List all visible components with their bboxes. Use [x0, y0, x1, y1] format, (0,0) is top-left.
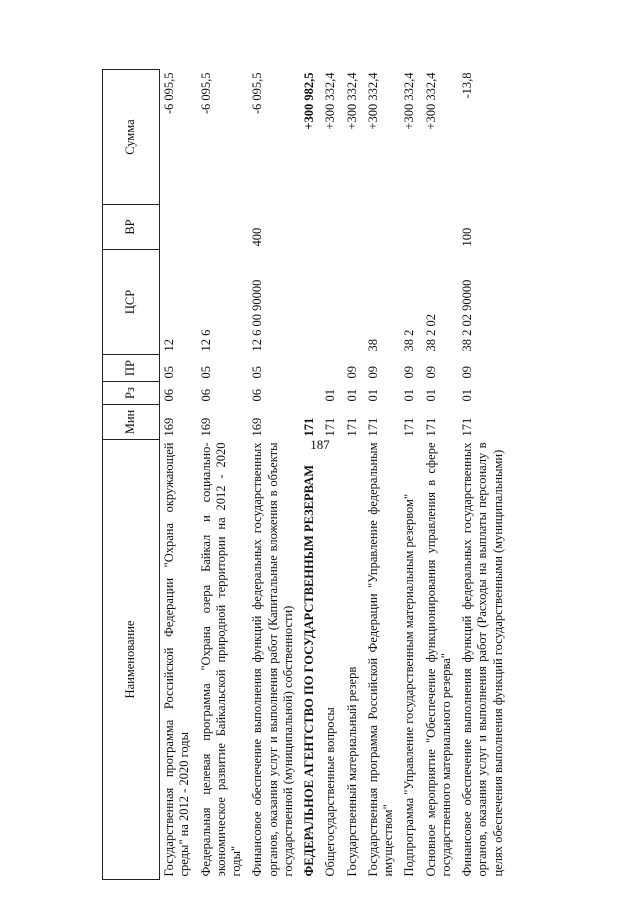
cell-csr: 12 6: [198, 329, 213, 352]
table-row: [321, 70, 342, 880]
cell-csr: 12: [162, 339, 176, 352]
header-rz: Рз: [103, 382, 160, 405]
cell-rz: 01: [402, 389, 417, 402]
cell-csr: [321, 250, 342, 355]
cell-csr: 12 6 00 90000: [250, 279, 265, 352]
cell-min: 171: [344, 417, 359, 437]
table-row: [343, 70, 364, 880]
cell-name: Федеральная целевая программа "Охрана озера Байкал и социально-экономическое развитие Байкальской природной территории на 2012 - 2020 годы": [198, 442, 243, 877]
cell-sum: +300 982,5: [302, 72, 316, 130]
cell-min: 171: [460, 417, 474, 437]
cell-name: Государственная программа Российской Федерации "Охрана окружающей среды" на 2012 - 2020 годы: [162, 442, 192, 877]
cell-csr: 38 2 02: [423, 314, 438, 352]
cell-vr: [197, 205, 249, 250]
table-row: [197, 70, 249, 880]
cell-pr: 09: [344, 366, 359, 379]
rotated-table-wrapper: [102, 70, 592, 880]
cell-name: Подпрограмма "Управление государственным материальным резервом": [402, 493, 417, 877]
header-name: Наименование: [103, 440, 160, 880]
cell-pr: 09: [460, 366, 474, 379]
cell-csr: 38 2: [402, 329, 417, 352]
cell-sum: +300 332,4: [402, 72, 417, 130]
cell-name: Государственная программа Российской Федерации "Управление федеральным имуществом": [365, 442, 395, 877]
cell-sum: -6 095,5: [198, 72, 213, 115]
page-number: 187: [310, 437, 330, 452]
cell-min: 171: [302, 417, 316, 437]
budget-table: [102, 69, 510, 880]
cell-min: 169: [162, 417, 176, 437]
table-row: [458, 70, 510, 880]
cell-rz: 06: [250, 389, 265, 402]
table-row: [300, 70, 321, 880]
cell-sum: -13,8: [460, 72, 474, 99]
cell-vr: [400, 205, 421, 250]
cell-rz: 01: [365, 389, 380, 402]
cell-pr: [321, 355, 342, 382]
header-sum: Сумма: [103, 70, 160, 205]
table-row: [422, 70, 459, 880]
table-row: [160, 70, 197, 880]
cell-rz: 01: [323, 389, 338, 402]
cell-vr: [343, 205, 364, 250]
cell-min: 171: [365, 417, 380, 437]
cell-min: 171: [323, 417, 338, 437]
header-csr: ЦСР: [103, 250, 160, 355]
cell-rz: 01: [344, 389, 359, 402]
cell-name: Государственный материальный резерв: [344, 666, 359, 877]
cell-name: Финансовое обеспечение выполнения функций федеральных государственных органов, оказания услуг и выполнения работ (Капитальные вложения в объекты государственной (муниципальной) собственности): [250, 442, 295, 877]
cell-vr: 400: [250, 227, 265, 247]
cell-csr: 38: [365, 339, 380, 352]
cell-sum: +300 332,4: [423, 72, 438, 130]
cell-rz: 06: [198, 389, 213, 402]
cell-rz: 01: [423, 389, 438, 402]
cell-csr: 38 2 02 90000: [460, 279, 474, 352]
table-row: [248, 70, 300, 880]
cell-sum: -6 095,5: [162, 72, 176, 115]
cell-pr: 05: [198, 366, 213, 379]
cell-rz: [300, 382, 321, 405]
cell-vr: [300, 205, 321, 250]
cell-min: 171: [423, 417, 438, 437]
cell-vr: [364, 205, 401, 250]
cell-vr: [321, 205, 342, 250]
header-min: Мин: [103, 405, 160, 440]
cell-name: Общегосударственные вопросы: [323, 707, 338, 877]
table-body: [160, 70, 510, 880]
cell-name: ФЕДЕРАЛЬНОЕ АГЕНТСТВО ПО ГОСУДАРСТВЕННЫМ РЕЗЕРВАМ: [302, 464, 316, 877]
cell-pr: 09: [423, 366, 438, 379]
cell-min: 169: [198, 417, 213, 437]
cell-vr: 100: [460, 227, 474, 247]
cell-vr: [160, 205, 197, 250]
cell-rz: 01: [460, 389, 474, 402]
cell-pr: 09: [402, 366, 417, 379]
cell-name: Финансовое обеспечение выполнения функций федеральных государственных органов, оказания услуг и выполнения работ (Расходы на выплаты персоналу в целях обеспечения выполнения функций государственными (муниципальными): [460, 442, 505, 877]
table-header-row: [103, 70, 160, 880]
cell-min: 169: [250, 417, 265, 437]
table-row: [364, 70, 401, 880]
cell-pr: [300, 355, 321, 382]
cell-sum: +300 332,4: [323, 72, 338, 130]
cell-sum: +300 332,4: [365, 72, 380, 130]
cell-pr: 05: [162, 366, 176, 379]
cell-vr: [422, 205, 459, 250]
header-vr: ВР: [103, 205, 160, 250]
header-pr: ПР: [103, 355, 160, 382]
cell-pr: 05: [250, 366, 265, 379]
cell-sum: -6 095,5: [250, 72, 265, 115]
cell-name: Основное мероприятие "Обеспечение функционирования управления в сфере государственного материального резерва": [423, 442, 453, 877]
cell-min: 171: [402, 417, 417, 437]
cell-pr: 09: [365, 366, 380, 379]
cell-rz: 06: [162, 389, 176, 402]
table-row: [400, 70, 421, 880]
cell-sum: +300 332,4: [344, 72, 359, 130]
cell-csr: [300, 250, 321, 355]
cell-csr: [343, 250, 364, 355]
